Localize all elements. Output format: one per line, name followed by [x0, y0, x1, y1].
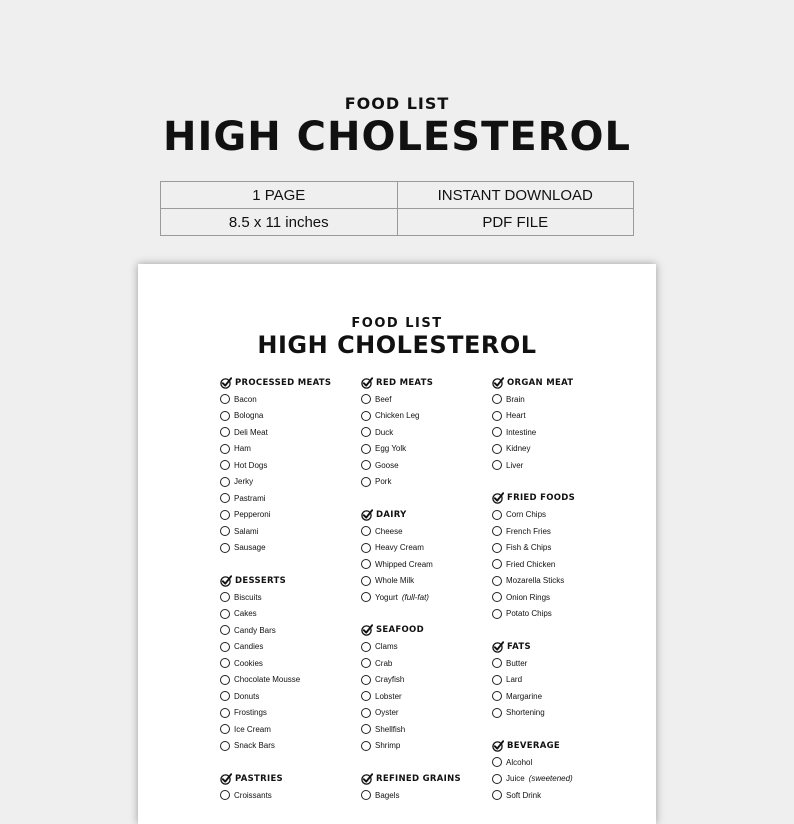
- item-label: Frostings: [234, 708, 267, 718]
- category-fried-foods: [492, 490, 575, 507]
- checked-circle-icon: [492, 492, 504, 504]
- checkbox-circle-icon[interactable]: [492, 411, 502, 421]
- checklist-item-crayfish[interactable]: [361, 672, 461, 689]
- item-label: Kidney: [506, 444, 531, 454]
- checkbox-circle-icon[interactable]: [492, 460, 502, 470]
- item-label: Egg Yolk: [375, 444, 407, 454]
- category-beverage: [492, 737, 575, 754]
- item-label: Cakes: [234, 609, 257, 619]
- checkbox-circle-icon[interactable]: [492, 658, 502, 668]
- checklist-item-jerky[interactable]: [220, 474, 331, 491]
- checkbox-circle-icon[interactable]: [220, 493, 230, 503]
- checkbox-circle-icon[interactable]: [361, 543, 371, 553]
- checkbox-circle-icon[interactable]: [361, 411, 371, 421]
- checkbox-circle-icon[interactable]: [220, 609, 230, 619]
- checkbox-circle-icon[interactable]: [492, 394, 502, 404]
- checklist-item-juice[interactable]: [492, 771, 575, 788]
- item-label: Chicken Leg: [375, 411, 420, 421]
- item-label: Duck: [375, 427, 394, 437]
- checkbox-circle-icon[interactable]: [492, 774, 502, 784]
- item-label: Fried Chicken: [506, 559, 556, 569]
- checked-circle-icon: [492, 641, 504, 653]
- checklist-item-lobster[interactable]: [361, 688, 461, 705]
- category-organ-meat: [492, 374, 575, 391]
- checklist-item-beef[interactable]: [361, 391, 461, 408]
- checklist-item-yogurt[interactable]: [361, 589, 461, 606]
- checklist-item-fish-and-chips[interactable]: [492, 540, 575, 557]
- checklist-item-pastrami[interactable]: [220, 490, 331, 507]
- checklist-item-sausage[interactable]: [220, 540, 331, 557]
- checkbox-circle-icon[interactable]: [220, 625, 230, 635]
- checkbox-circle-icon[interactable]: [492, 427, 502, 437]
- checklist-item-bacon[interactable]: [220, 391, 331, 408]
- checkbox-circle-icon[interactable]: [220, 460, 230, 470]
- checklist-item-cakes[interactable]: [220, 606, 331, 623]
- checklist-item-donuts[interactable]: [220, 688, 331, 705]
- item-label: Cookies: [234, 658, 263, 668]
- checkbox-circle-icon[interactable]: [220, 543, 230, 553]
- checkbox-circle-icon[interactable]: [220, 790, 230, 800]
- checkbox-circle-icon[interactable]: [220, 592, 230, 602]
- checkbox-circle-icon[interactable]: [492, 543, 502, 553]
- checkbox-circle-icon[interactable]: [492, 757, 502, 767]
- category-label: REFINED GRAINS: [376, 773, 461, 784]
- checklist-item-biscuits[interactable]: [220, 589, 331, 606]
- item-label: Crab: [375, 658, 393, 668]
- item-label: Onion Rings: [506, 592, 551, 602]
- item-label: Crayfish: [375, 675, 405, 685]
- checkbox-circle-icon[interactable]: [220, 394, 230, 404]
- printable-sheet: [138, 264, 656, 824]
- item-label: Heart: [506, 411, 526, 421]
- item-label: Whole Milk: [375, 576, 415, 586]
- product-info-table: [160, 181, 634, 236]
- checkbox-circle-icon[interactable]: [361, 741, 371, 751]
- item-label: Sausage: [234, 543, 266, 553]
- category-pastries: [220, 770, 331, 787]
- checkbox-circle-icon[interactable]: [220, 411, 230, 421]
- checkbox-circle-icon[interactable]: [492, 444, 502, 454]
- checklist-item-kidney[interactable]: [492, 441, 575, 458]
- category-label: PASTRIES: [235, 773, 283, 784]
- item-label: Shellfish: [375, 724, 406, 734]
- item-label: Ham: [234, 444, 251, 454]
- checkbox-circle-icon[interactable]: [220, 526, 230, 536]
- checklist-item-brain[interactable]: [492, 391, 575, 408]
- item-label: Potato Chips: [506, 609, 552, 619]
- category-label: DAIRY: [376, 509, 407, 520]
- checkbox-circle-icon[interactable]: [220, 444, 230, 454]
- checklist-item-ice-cream[interactable]: [220, 721, 331, 738]
- info-pages: 1 PAGE: [161, 182, 398, 209]
- category-label: PROCESSED MEATS: [235, 377, 332, 388]
- checked-circle-icon: [361, 624, 373, 636]
- item-label: Bologna: [234, 411, 264, 421]
- item-label: Bagels: [375, 790, 400, 800]
- category-red-meats: [361, 374, 461, 391]
- item-label: Donuts: [234, 691, 260, 701]
- item-label: Margarine: [506, 691, 543, 701]
- checkbox-circle-icon[interactable]: [361, 394, 371, 404]
- checked-circle-icon: [220, 773, 232, 785]
- page-kicker: FOOD LIST: [344, 94, 450, 113]
- checklist-item-margarine[interactable]: [492, 688, 575, 705]
- item-label: Deli Meat: [234, 427, 268, 437]
- checked-circle-icon: [361, 509, 373, 521]
- item-label: Pepperoni: [234, 510, 271, 520]
- checkbox-circle-icon[interactable]: [361, 559, 371, 569]
- checklist-item-cheese[interactable]: [361, 523, 461, 540]
- checklist-item-candies[interactable]: [220, 639, 331, 656]
- checklist-item-pork[interactable]: [361, 474, 461, 491]
- checklist-item-chocolate-mousse[interactable]: [220, 672, 331, 689]
- sheet-kicker: FOOD LIST: [351, 316, 443, 331]
- checkbox-circle-icon[interactable]: [361, 642, 371, 652]
- checkbox-circle-icon[interactable]: [220, 708, 230, 718]
- checkbox-circle-icon[interactable]: [492, 708, 502, 718]
- checkbox-circle-icon[interactable]: [361, 658, 371, 668]
- checklist-item-croissants[interactable]: [220, 787, 331, 804]
- checkbox-circle-icon[interactable]: [492, 559, 502, 569]
- checklist-item-whipped-cream[interactable]: [361, 556, 461, 573]
- checkbox-circle-icon[interactable]: [361, 675, 371, 685]
- item-label: Alcohol: [506, 757, 533, 767]
- category-refined-grains: [361, 770, 461, 787]
- item-note: (full-fat): [401, 592, 429, 602]
- checkbox-circle-icon[interactable]: [492, 790, 502, 800]
- checklist-item-bagels[interactable]: [361, 787, 461, 804]
- checklist-item-frostings[interactable]: [220, 705, 331, 722]
- item-label: Shrimp: [375, 741, 401, 751]
- checklist-item-salami[interactable]: [220, 523, 331, 540]
- checked-circle-icon: [492, 377, 504, 389]
- checklist-item-shellfish[interactable]: [361, 721, 461, 738]
- checklist-item-heart[interactable]: [492, 408, 575, 425]
- checked-circle-icon: [361, 773, 373, 785]
- checkbox-circle-icon[interactable]: [220, 477, 230, 487]
- category-label: DESSERTS: [235, 575, 287, 586]
- item-label: Lobster: [375, 691, 402, 701]
- checkbox-circle-icon[interactable]: [361, 592, 371, 602]
- checkbox-circle-icon[interactable]: [361, 691, 371, 701]
- checklist-item-oyster[interactable]: [361, 705, 461, 722]
- checkbox-circle-icon[interactable]: [361, 477, 371, 487]
- checkbox-circle-icon[interactable]: [220, 427, 230, 437]
- checklist-item-ham[interactable]: [220, 441, 331, 458]
- checklist-item-shrimp[interactable]: [361, 738, 461, 755]
- checklist-item-heavy-cream[interactable]: [361, 540, 461, 557]
- category-processed-meats: [220, 374, 331, 391]
- checkbox-circle-icon[interactable]: [361, 790, 371, 800]
- checklist-item-cookies[interactable]: [220, 655, 331, 672]
- item-label: Salami: [234, 526, 259, 536]
- info-format: PDF FILE: [397, 209, 634, 236]
- item-label: Biscuits: [234, 592, 262, 602]
- category-label: ORGAN MEAT: [507, 377, 574, 388]
- checklist-item-candy-bars[interactable]: [220, 622, 331, 639]
- checkbox-circle-icon[interactable]: [361, 444, 371, 454]
- checklist-item-intestine[interactable]: [492, 424, 575, 441]
- item-label: Corn Chips: [506, 510, 547, 520]
- item-label: Goose: [375, 460, 399, 470]
- checkbox-circle-icon[interactable]: [492, 526, 502, 536]
- item-label: Brain: [506, 394, 525, 404]
- item-label: Jerky: [234, 477, 254, 487]
- checklist-item-chicken-leg[interactable]: [361, 408, 461, 425]
- checkbox-circle-icon[interactable]: [220, 724, 230, 734]
- checklist-item-butter[interactable]: [492, 655, 575, 672]
- checklist-item-clams[interactable]: [361, 639, 461, 656]
- item-label: Chocolate Mousse: [234, 675, 301, 685]
- category-seafood: [361, 622, 461, 639]
- column-2: [361, 374, 461, 804]
- checkbox-circle-icon[interactable]: [361, 526, 371, 536]
- category-label: SEAFOOD: [376, 625, 424, 635]
- category-desserts: [220, 572, 331, 589]
- checkbox-circle-icon[interactable]: [361, 708, 371, 718]
- checkbox-circle-icon[interactable]: [361, 576, 371, 586]
- checklist-item-snack-bars[interactable]: [220, 738, 331, 755]
- item-label: Bacon: [234, 394, 257, 404]
- category-label: BEVERAGE: [507, 740, 560, 751]
- column-3: [492, 374, 575, 804]
- item-label: French Fries: [506, 526, 551, 536]
- item-label: Cheese: [375, 526, 403, 536]
- checklist-item-shortening[interactable]: [492, 705, 575, 722]
- info-download: INSTANT DOWNLOAD: [397, 182, 634, 209]
- checklist-item-duck[interactable]: [361, 424, 461, 441]
- item-label: Candy Bars: [234, 625, 276, 635]
- checklist-item-whole-milk[interactable]: [361, 573, 461, 590]
- checklist-item-deli-meat[interactable]: [220, 424, 331, 441]
- sheet-title: HIGH CHOLESTEROL: [257, 331, 537, 359]
- checkbox-circle-icon[interactable]: [361, 724, 371, 734]
- item-label: Intestine: [506, 427, 537, 437]
- page-title: HIGH CHOLESTEROL: [163, 114, 631, 160]
- item-label: Lard: [506, 675, 523, 685]
- checklist-item-pepperoni[interactable]: [220, 507, 331, 524]
- checklist-item-goose[interactable]: [361, 457, 461, 474]
- checklist-item-alcohol[interactable]: [492, 754, 575, 771]
- checklist-item-potato-chips[interactable]: [492, 606, 575, 623]
- checked-circle-icon: [492, 740, 504, 752]
- item-label: Butter: [506, 658, 528, 668]
- checklist-item-onion-rings[interactable]: [492, 589, 575, 606]
- item-label: Heavy Cream: [375, 543, 424, 553]
- checkbox-circle-icon[interactable]: [361, 460, 371, 470]
- checklist-item-soft-drink[interactable]: [492, 787, 575, 804]
- checkbox-circle-icon[interactable]: [492, 510, 502, 520]
- checklist-item-french-fries[interactable]: [492, 523, 575, 540]
- checklist-item-mozarella-sticks[interactable]: [492, 573, 575, 590]
- checkbox-circle-icon[interactable]: [361, 427, 371, 437]
- checked-circle-icon: [220, 377, 232, 389]
- item-label: Soft Drink: [506, 790, 542, 800]
- checked-circle-icon: [361, 377, 373, 389]
- item-label: Snack Bars: [234, 741, 275, 751]
- category-label: FATS: [507, 641, 531, 652]
- checklist-item-hot-dogs[interactable]: [220, 457, 331, 474]
- checklist-item-bologna[interactable]: [220, 408, 331, 425]
- checklist-item-crab[interactable]: [361, 655, 461, 672]
- category-fats: [492, 638, 575, 655]
- column-1: [220, 374, 331, 804]
- checklist-item-lard[interactable]: [492, 672, 575, 689]
- item-note: (sweetened): [528, 774, 573, 784]
- checked-circle-icon: [220, 575, 232, 587]
- checkbox-circle-icon[interactable]: [220, 691, 230, 701]
- category-dairy: [361, 506, 461, 523]
- item-label: Ice Cream: [234, 724, 271, 734]
- checkbox-circle-icon[interactable]: [492, 609, 502, 619]
- checklist-item-liver[interactable]: [492, 457, 575, 474]
- item-label: Whipped Cream: [375, 559, 433, 569]
- checklist-item-egg-yolk[interactable]: [361, 441, 461, 458]
- checklist-item-corn-chips[interactable]: [492, 507, 575, 524]
- item-label: Candies: [234, 642, 264, 652]
- item-label: Yogurt: [375, 592, 398, 602]
- item-label: Oyster: [375, 708, 399, 718]
- item-label: Hot Dogs: [234, 460, 268, 470]
- category-label: FRIED FOODS: [507, 493, 576, 503]
- info-size: 8.5 x 11 inches: [161, 209, 398, 236]
- checkbox-circle-icon[interactable]: [220, 642, 230, 652]
- item-label: Beef: [375, 394, 392, 404]
- item-label: Fish & Chips: [506, 543, 552, 553]
- checkbox-circle-icon[interactable]: [220, 510, 230, 520]
- item-label: Juice: [506, 774, 525, 784]
- checkbox-circle-icon[interactable]: [492, 675, 502, 685]
- category-label: RED MEATS: [376, 377, 434, 388]
- item-label: Mozarella Sticks: [506, 576, 565, 586]
- item-label: Pastrami: [234, 493, 266, 503]
- checkbox-circle-icon[interactable]: [220, 675, 230, 685]
- checkbox-circle-icon[interactable]: [220, 658, 230, 668]
- item-label: Shortening: [506, 708, 545, 718]
- checkbox-circle-icon[interactable]: [492, 592, 502, 602]
- checkbox-circle-icon[interactable]: [492, 576, 502, 586]
- item-label: Pork: [375, 477, 392, 487]
- checkbox-circle-icon[interactable]: [492, 691, 502, 701]
- checklist-item-fried-chicken[interactable]: [492, 556, 575, 573]
- item-label: Liver: [506, 460, 524, 470]
- item-label: Croissants: [234, 790, 272, 800]
- checkbox-circle-icon[interactable]: [220, 741, 230, 751]
- item-label: Clams: [375, 642, 398, 652]
